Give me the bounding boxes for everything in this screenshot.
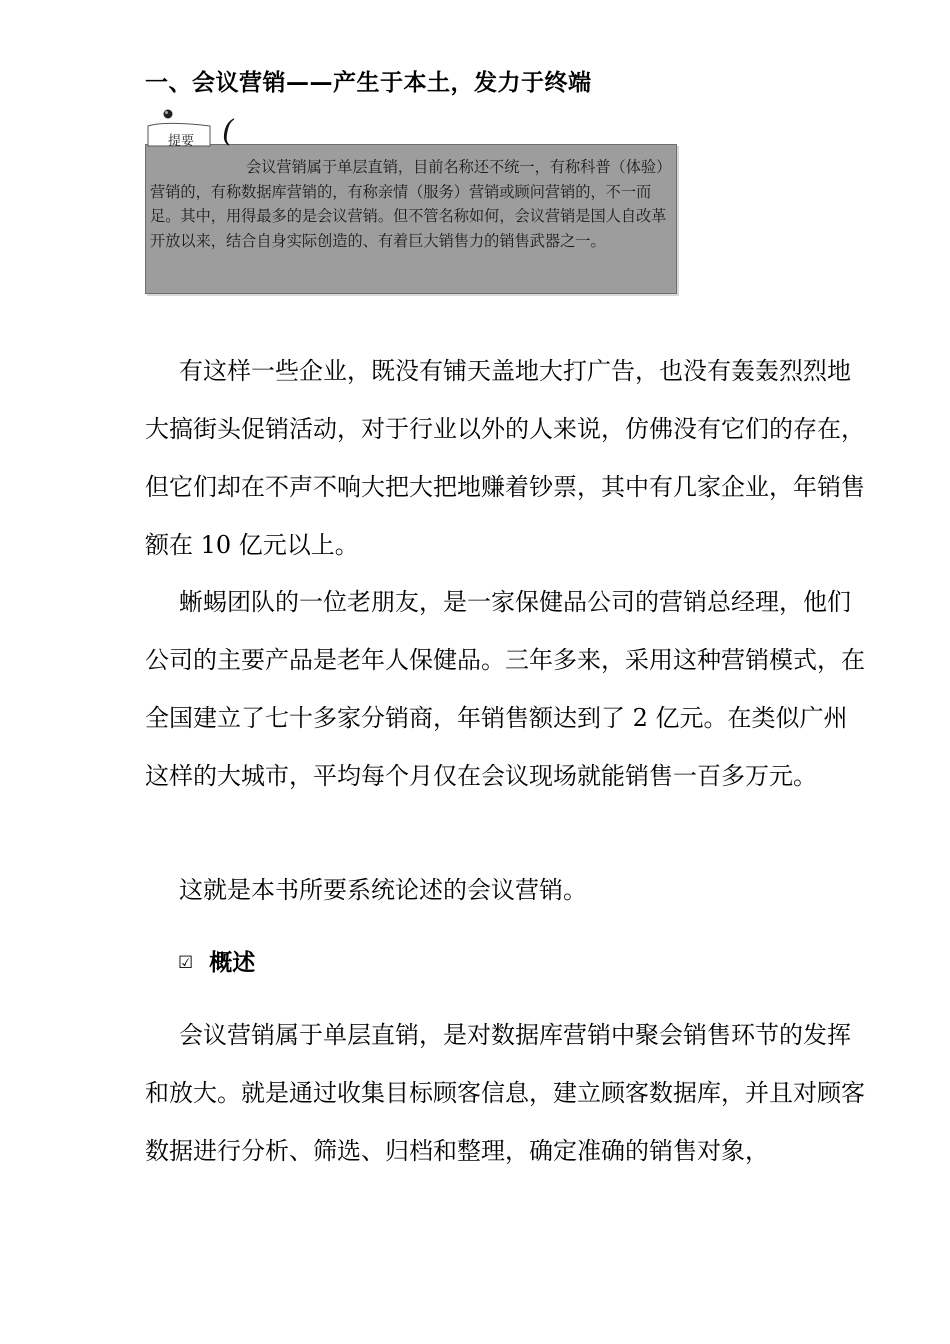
- overview-title: 概述: [209, 950, 256, 976]
- section-heading: 一、会议营销——产生于本土，发力于终端: [145, 70, 592, 96]
- pin-icon: [160, 106, 180, 126]
- abstract-text: 会议营销属于单层直销，目前名称还不统一，有称科普（体验）营销的，有称数据库营销的，有称亲情（服务）营销或顾问营销的，不一而足。其中，用得最多的是会议营销。但不管名称如何，会议营销是国人自改革开放以来，结合自身实际创造的、有着巨大销售力的销售武器之一。: [150, 158, 672, 250]
- body-paragraph-3: 这就是本书所要系统论述的会议营销。: [179, 876, 587, 904]
- overview-subheading: [178, 944, 255, 977]
- abstract-box: [145, 144, 677, 294]
- bracket-mark: (: [222, 114, 234, 149]
- body-paragraph-1: 有这样一些企业，既没有铺天盖地大打广告，也没有轰轰烈烈地大搞街头促销活动，对于行业以外的人来说，仿佛没有它们的存在，但它们却在不声不响大把大把地赚着钞票，其中有几家企业，年销售额在 10 亿元以上。: [145, 357, 865, 559]
- overview-paragraph: 会议营销属于单层直销，是对数据库营销中聚会销售环节的发挥和放大。就是通过收集目标顾客信息，建立顾客数据库，并且对顾客数据进行分析、筛选、归档和整理，确定准确的销售对象，: [145, 1021, 865, 1165]
- body-paragraph-2: 蜥蜴团队的一位老朋友，是一家保健品公司的营销总经理，他们公司的主要产品是老年人保健品。三年多来，采用这种营销模式，在全国建立了七十多家分销商，年销售额达到了 2 亿元。在类似广州这样的大城市，平均每个月仅在会议现场就能销售一百多万元。: [145, 588, 865, 790]
- checkbox-icon: ☑: [178, 953, 194, 973]
- abstract-tag-label: 提要: [168, 134, 195, 149]
